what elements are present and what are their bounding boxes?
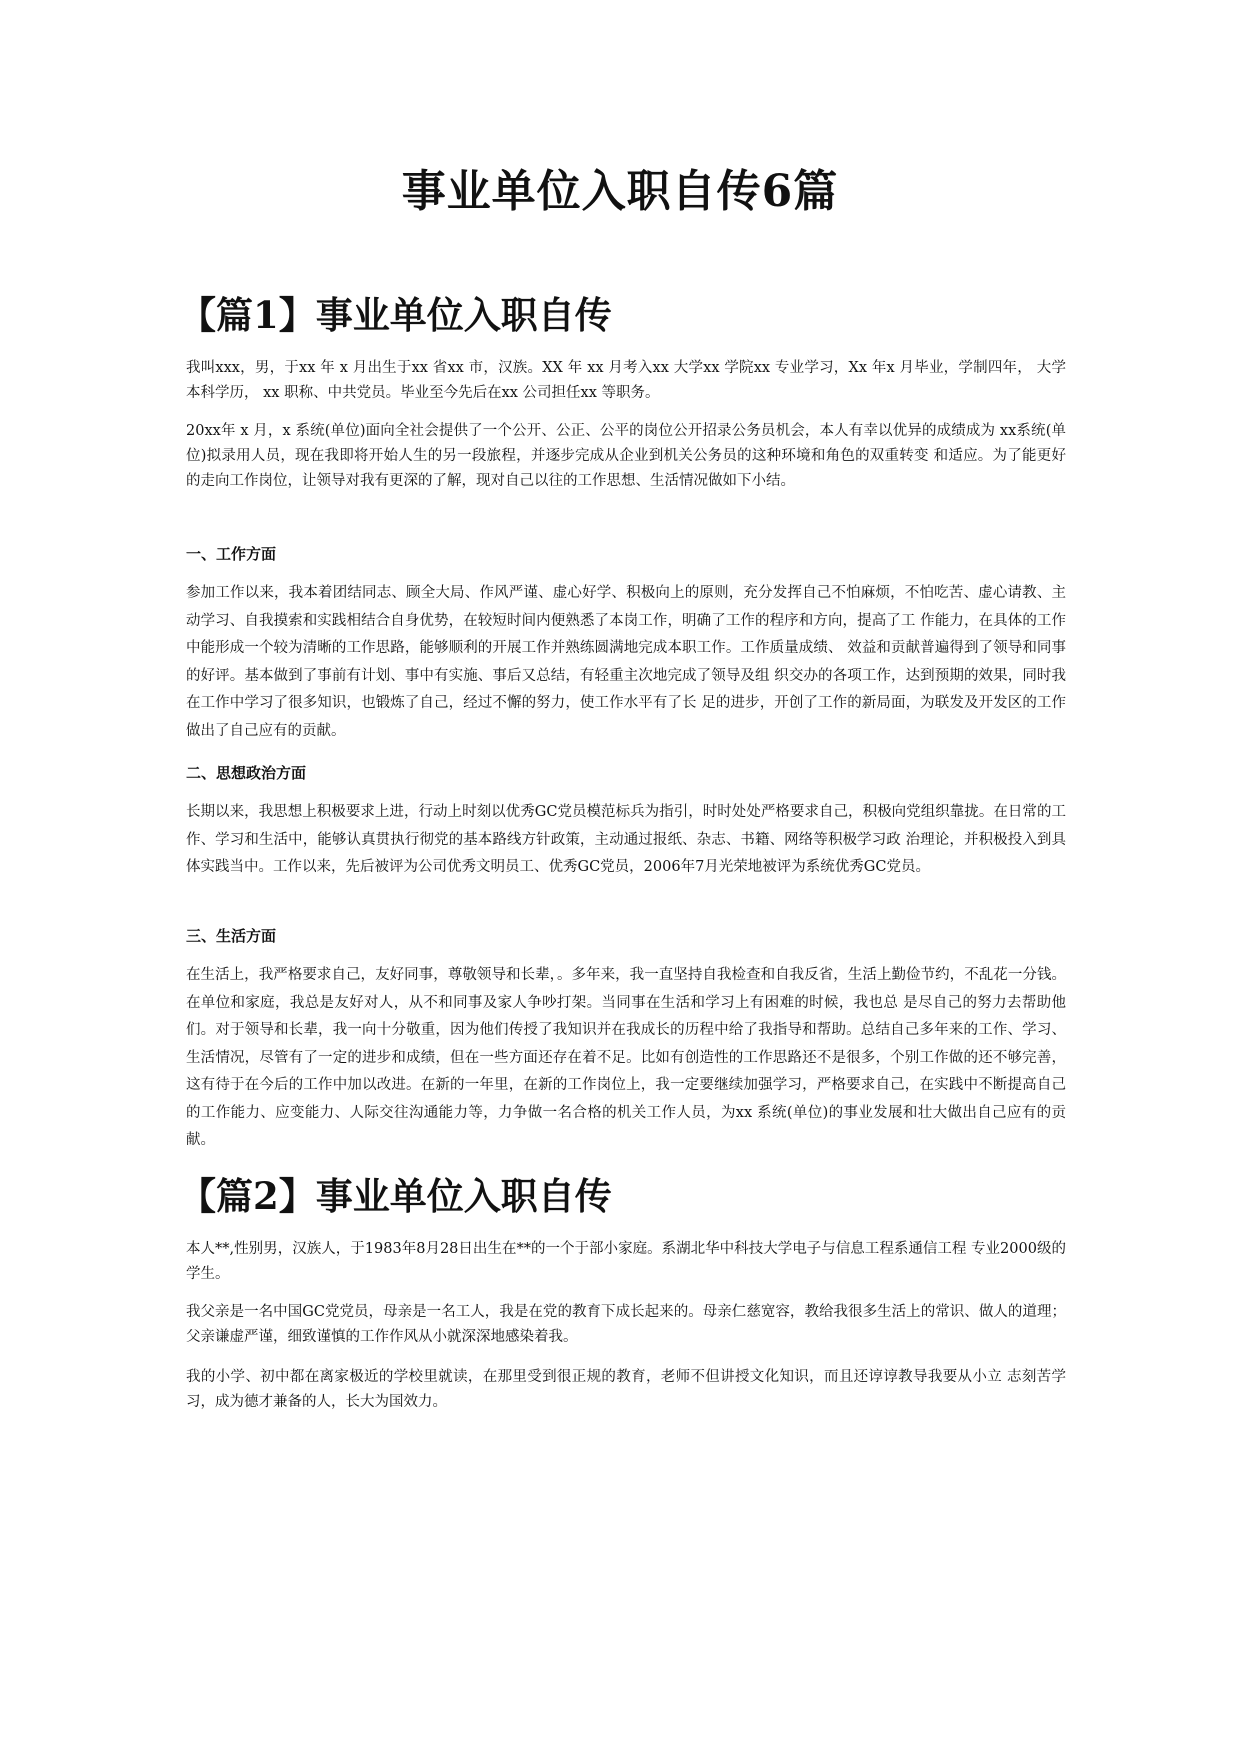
- article-1-paragraph-2: 20xx年 x 月，x 系统(单位)面向全社会提供了一个公开、公正、公平的岗位公开招录公务员机会，本人有幸以优异的成绩成为 xx系统(单位)拟录用人员，现在我即将开始人生的另一段旅程，并逐步完成从企业到机关公务员的这种环境和角色的双重转变 和适应。为了能更好的走向工作岗位，让领导对我有更深的了解，现对自己以往的工作思想、生活情况做如下小结。: [186, 423, 1066, 489]
- work-section: [186, 580, 1066, 745]
- life-section: [186, 962, 1066, 1155]
- article-2-family: [186, 1300, 1066, 1350]
- article-2-heading-block: [179, 1171, 1066, 1221]
- article-2-paragraph-3: 我的小学、初中都在离家极近的学校里就读，在那里受到很正规的教育，老师不但讲授文化知识，而且还谆谆教导我要从小立 志刻苦学习，成为德才兼备的人，长大为国效力。: [186, 1369, 1066, 1410]
- work-section-heading: 一、工作方面: [186, 545, 277, 563]
- politics-section-heading: 二、思想政治方面: [186, 764, 307, 782]
- article-2-school: [186, 1365, 1066, 1415]
- politics-section: [186, 799, 1066, 882]
- work-section-heading-block: [186, 543, 1066, 565]
- article-1-heading-block: [179, 290, 1066, 340]
- document-title: 事业单位入职自传6篇: [401, 166, 839, 217]
- life-section-heading-block: [186, 925, 1066, 947]
- politics-section-paragraph: 长期以来，我思想上积极要求上进，行动上时刻以优秀GC党员模范标兵为指引，时时处处严格要求自己，积极向党组织靠拢。在日常的工作、学习和生活中，能够认真贯执行彻党的基本路线方针政策，主动通过报纸、杂志、书籍、网络等积极学习政 治理论，并积极投入到具体实践当中。工作以来，先后被评为公司优秀文明员工、优秀GC党员，2006年7月光荣地被评为系统优秀GC党员。: [186, 804, 1066, 875]
- life-section-paragraph: 在生活上，我严格要求自己，友好同事，尊敬领导和长辈，。多年来，我一直坚持自我检查和自我反省，生活上勤俭节约，不乱花一分钱。在单位和家庭，我总是友好对人，从不和同事及家人争吵打架。当同事在生活和学习上有困难的时候，我也总 是尽自己的努力去帮助他们。对于领导和长辈，我一向十分敬重，因为他们传授了我知识并在我成长的历程中给了我指导和帮助。总结自己多年来的工作、学习、生活情况，尽管有了一定的进步和成绩，但在一些方面还存在着不足。比如有创造性的工作思路还不是很多，个别工作做的还不够完善，这有待于在今后的工作中加以改进。在新的一年里，在新的工作岗位上，我一定要继续加强学习，严格要求自己，在实践中不断提高自己的工作能力、应变能力、人际交往沟通能力等，力争做一名合格的机关工作人员，为xx 系统(单位)的事业发展和壮大做出自己应有的贡献。: [186, 967, 1066, 1148]
- article-1-paragraph-1: 我叫xxx，男，于xx 年 x 月出生于xx 省xx 市，汉族。XX 年 xx 月考入xx 大学xx 学院xx 专业学习，Xx 年x 月毕业，学制四年， 大学本科学历， xx 职称、中共党员。毕业至今先后在xx 公司担任xx 等职务。: [186, 360, 1066, 401]
- article-2-paragraph-2: 我父亲是一名中国GC党党员，母亲是一名工人，我是在党的教育下成长起来的。母亲仁慈宽容，教给我很多生活上的常识、做人的道理；父亲谦虚严谨，细致谨慎的工作作风从小就深深地感染着我。: [186, 1304, 1066, 1345]
- life-section-heading: 三、生活方面: [186, 927, 277, 945]
- article-1-heading: 【篇1】事业单位入职自传: [179, 293, 612, 337]
- article-2-intro: [186, 1237, 1066, 1287]
- article-2-heading: 【篇2】事业单位入职自传: [179, 1174, 612, 1218]
- article-1-background: [186, 419, 1066, 494]
- article-2-paragraph-1: 本人**,性别男，汉族人，于1983年8月28日出生在**的一个于部小家庭。系湖北华中科技大学电子与信息工程系通信工程 专业2000级的学生。: [186, 1241, 1066, 1282]
- work-section-paragraph: 参加工作以来，我本着团结同志、顾全大局、作风严谨、虚心好学、积极向上的原则，充分发挥自己不怕麻烦，不怕吃苦、虚心请教、主动学习、自我摸索和实践相结合自身优势，在较短时间内便熟悉了本岗工作，明确了工作的程序和方向，提高了工 作能力，在具体的工作中能形成一个较为清晰的工作思路，能够顺利的开展工作并熟练圆满地完成本职工作。工作质量成绩、 效益和贡献普遍得到了领导和同事的好评。基本做到了事前有计划、事中有实施、事后又总结，有轻重主次地完成了领导及组 织交办的各项工作，达到预期的效果，同时我在工作中学习了很多知识，也锻炼了自己，经过不懈的努力，使工作水平有了长 足的进步，开创了工作的新局面，为联发及开发区的工作做出了自己应有的贡献。: [186, 585, 1066, 739]
- politics-section-heading-block: [186, 762, 1066, 784]
- article-1-intro: [186, 356, 1066, 406]
